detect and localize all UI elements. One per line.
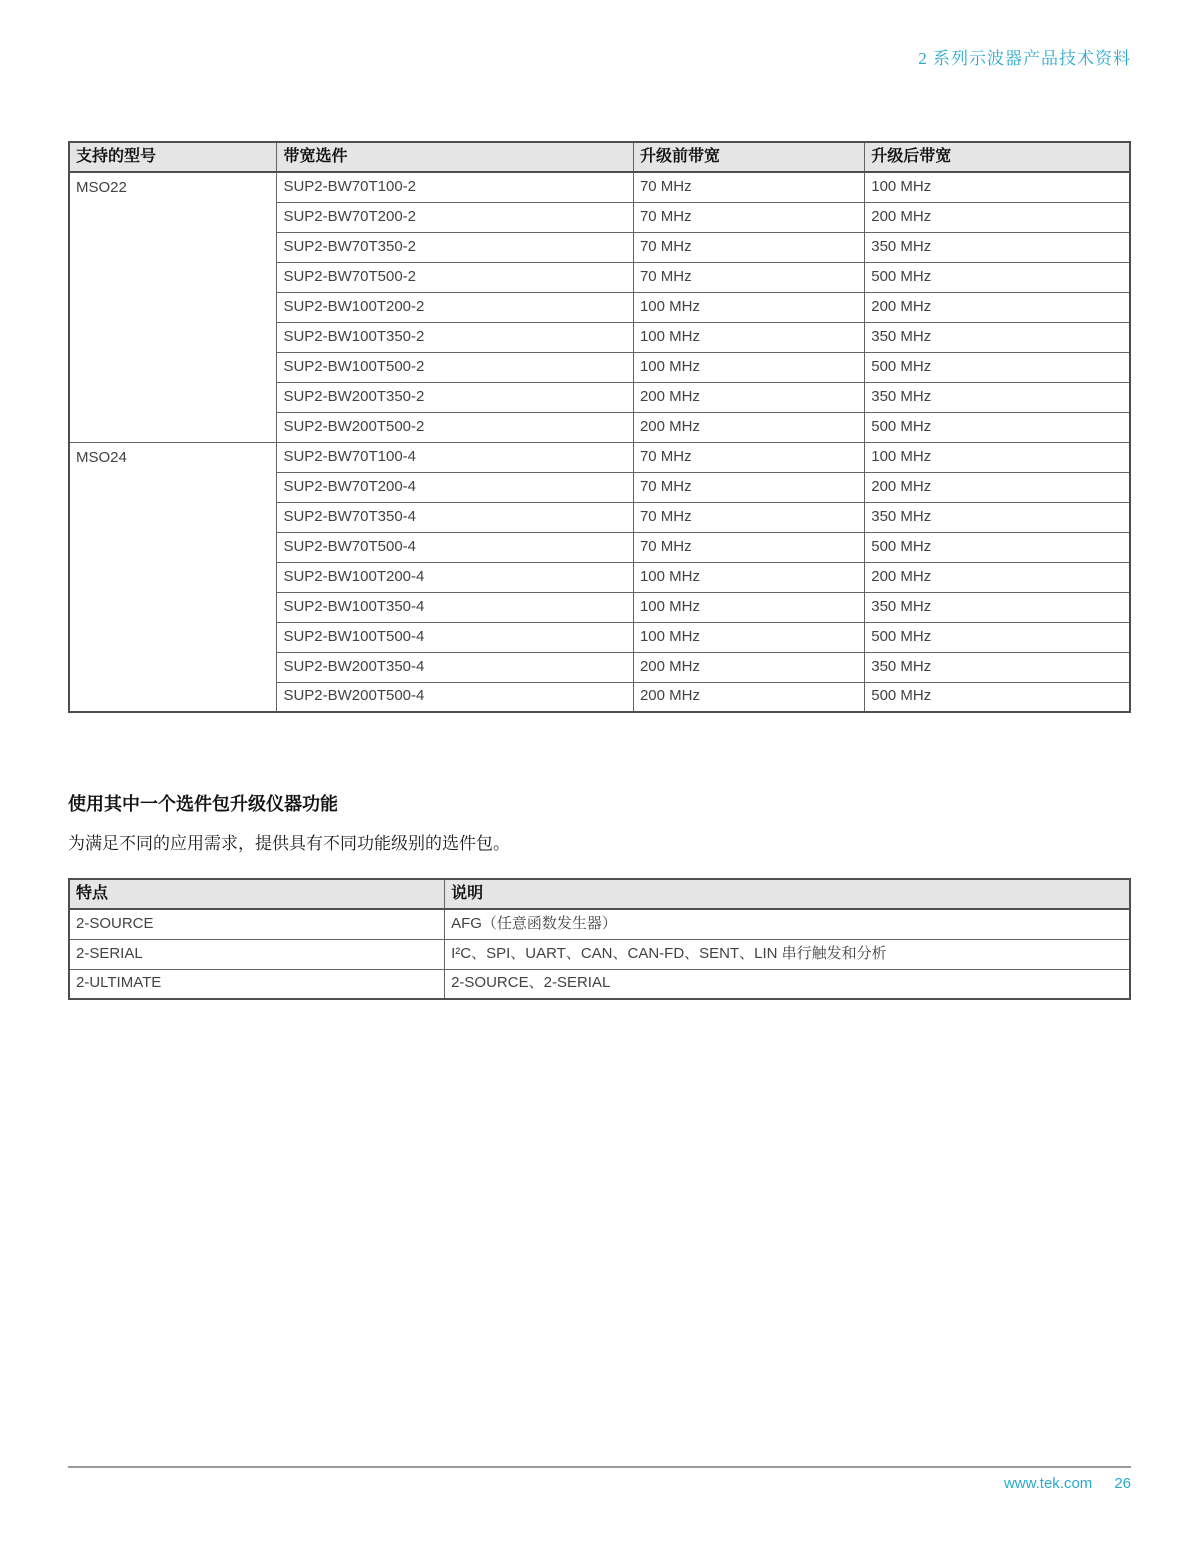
before-upgrade-bandwidth-cell: 200 MHz [633,682,864,712]
bandwidth-option-cell: SUP2-BW200T350-2 [277,382,633,412]
before-upgrade-bandwidth-cell: 200 MHz [633,412,864,442]
model-cell: MSO22 [69,172,277,442]
header-row [69,879,1130,909]
bandwidth-upgrade-table-wrap [68,141,1131,713]
column-header: 支持的型号 [69,142,277,172]
table-row [69,442,1130,472]
bandwidth-option-cell: SUP2-BW70T100-2 [277,172,633,202]
model-cell: MSO24 [69,442,277,712]
after-upgrade-bandwidth-cell: 200 MHz [865,562,1130,592]
feature-cell: 2-SOURCE [69,909,445,939]
bandwidth-option-cell: SUP2-BW200T350-4 [277,652,633,682]
before-upgrade-bandwidth-cell: 100 MHz [633,592,864,622]
page-footer [1004,1475,1131,1492]
after-upgrade-bandwidth-cell: 350 MHz [865,652,1130,682]
before-upgrade-bandwidth-cell: 100 MHz [633,562,864,592]
before-upgrade-bandwidth-cell: 70 MHz [633,262,864,292]
page-number: 26 [1114,1475,1131,1492]
section-paragraph: 为满足不同的应用需求，提供具有不同功能级别的选件包。 [68,834,510,853]
bandwidth-table-body [69,172,1130,712]
bandwidth-upgrade-table [68,141,1131,713]
after-upgrade-bandwidth-cell: 500 MHz [865,682,1130,712]
before-upgrade-bandwidth-cell: 70 MHz [633,232,864,262]
after-upgrade-bandwidth-cell: 500 MHz [865,412,1130,442]
table-row [69,939,1130,969]
after-upgrade-bandwidth-cell: 200 MHz [865,292,1130,322]
after-upgrade-bandwidth-cell: 100 MHz [865,442,1130,472]
feature-option-table-wrap [68,878,1131,1000]
description-cell: I²C、SPI、UART、CAN、CAN-FD、SENT、LIN 串行触发和分析 [445,939,1130,969]
before-upgrade-bandwidth-cell: 100 MHz [633,292,864,322]
document-title: 2 系列示波器产品技术资料 [918,49,1131,68]
bandwidth-option-cell: SUP2-BW100T500-4 [277,622,633,652]
table-row [69,172,1130,202]
description-cell: AFG（任意函数发生器） [445,909,1130,939]
after-upgrade-bandwidth-cell: 350 MHz [865,232,1130,262]
section-heading: 使用其中一个选件包升级仪器功能 [68,794,338,814]
after-upgrade-bandwidth-cell: 500 MHz [865,532,1130,562]
header-row [69,142,1130,172]
bandwidth-option-cell: SUP2-BW100T200-4 [277,562,633,592]
column-header: 说明 [445,879,1130,909]
after-upgrade-bandwidth-cell: 100 MHz [865,172,1130,202]
feature-cell: 2-SERIAL [69,939,445,969]
after-upgrade-bandwidth-cell: 350 MHz [865,502,1130,532]
before-upgrade-bandwidth-cell: 100 MHz [633,352,864,382]
bandwidth-table-head [69,142,1130,172]
bandwidth-option-cell: SUP2-BW100T350-4 [277,592,633,622]
description-cell: 2-SOURCE、2-SERIAL [445,969,1130,999]
before-upgrade-bandwidth-cell: 70 MHz [633,532,864,562]
column-header: 特点 [69,879,445,909]
bandwidth-option-cell: SUP2-BW200T500-4 [277,682,633,712]
footer-divider [68,1466,1131,1468]
before-upgrade-bandwidth-cell: 70 MHz [633,472,864,502]
before-upgrade-bandwidth-cell: 100 MHz [633,322,864,352]
after-upgrade-bandwidth-cell: 500 MHz [865,352,1130,382]
column-header: 升级前带宽 [633,142,864,172]
tek-website-link[interactable]: www.tek.com [1003,1475,1093,1492]
bandwidth-option-cell: SUP2-BW70T350-2 [277,232,633,262]
bandwidth-option-cell: SUP2-BW70T100-4 [277,442,633,472]
after-upgrade-bandwidth-cell: 500 MHz [865,262,1130,292]
bandwidth-option-cell: SUP2-BW70T350-4 [277,502,633,532]
feature-cell: 2-ULTIMATE [69,969,445,999]
column-header: 升级后带宽 [865,142,1130,172]
before-upgrade-bandwidth-cell: 200 MHz [633,652,864,682]
bandwidth-option-cell: SUP2-BW70T500-2 [277,262,633,292]
feature-table-body [69,909,1130,999]
after-upgrade-bandwidth-cell: 350 MHz [865,382,1130,412]
bandwidth-option-cell: SUP2-BW70T200-2 [277,202,633,232]
before-upgrade-bandwidth-cell: 70 MHz [633,172,864,202]
feature-table-head [69,879,1130,909]
bandwidth-option-cell: SUP2-BW100T200-2 [277,292,633,322]
table-row [69,909,1130,939]
after-upgrade-bandwidth-cell: 200 MHz [865,472,1130,502]
after-upgrade-bandwidth-cell: 350 MHz [865,592,1130,622]
bandwidth-option-cell: SUP2-BW70T200-4 [277,472,633,502]
before-upgrade-bandwidth-cell: 70 MHz [633,202,864,232]
after-upgrade-bandwidth-cell: 200 MHz [865,202,1130,232]
before-upgrade-bandwidth-cell: 70 MHz [633,442,864,472]
feature-option-table [68,878,1131,1000]
bandwidth-option-cell: SUP2-BW70T500-4 [277,532,633,562]
before-upgrade-bandwidth-cell: 200 MHz [633,382,864,412]
bandwidth-option-cell: SUP2-BW100T500-2 [277,352,633,382]
bandwidth-option-cell: SUP2-BW200T500-2 [277,412,633,442]
before-upgrade-bandwidth-cell: 100 MHz [633,622,864,652]
bandwidth-option-cell: SUP2-BW100T350-2 [277,322,633,352]
before-upgrade-bandwidth-cell: 70 MHz [633,502,864,532]
after-upgrade-bandwidth-cell: 500 MHz [865,622,1130,652]
table-row [69,969,1130,999]
column-header: 带宽选件 [277,142,633,172]
after-upgrade-bandwidth-cell: 350 MHz [865,322,1130,352]
